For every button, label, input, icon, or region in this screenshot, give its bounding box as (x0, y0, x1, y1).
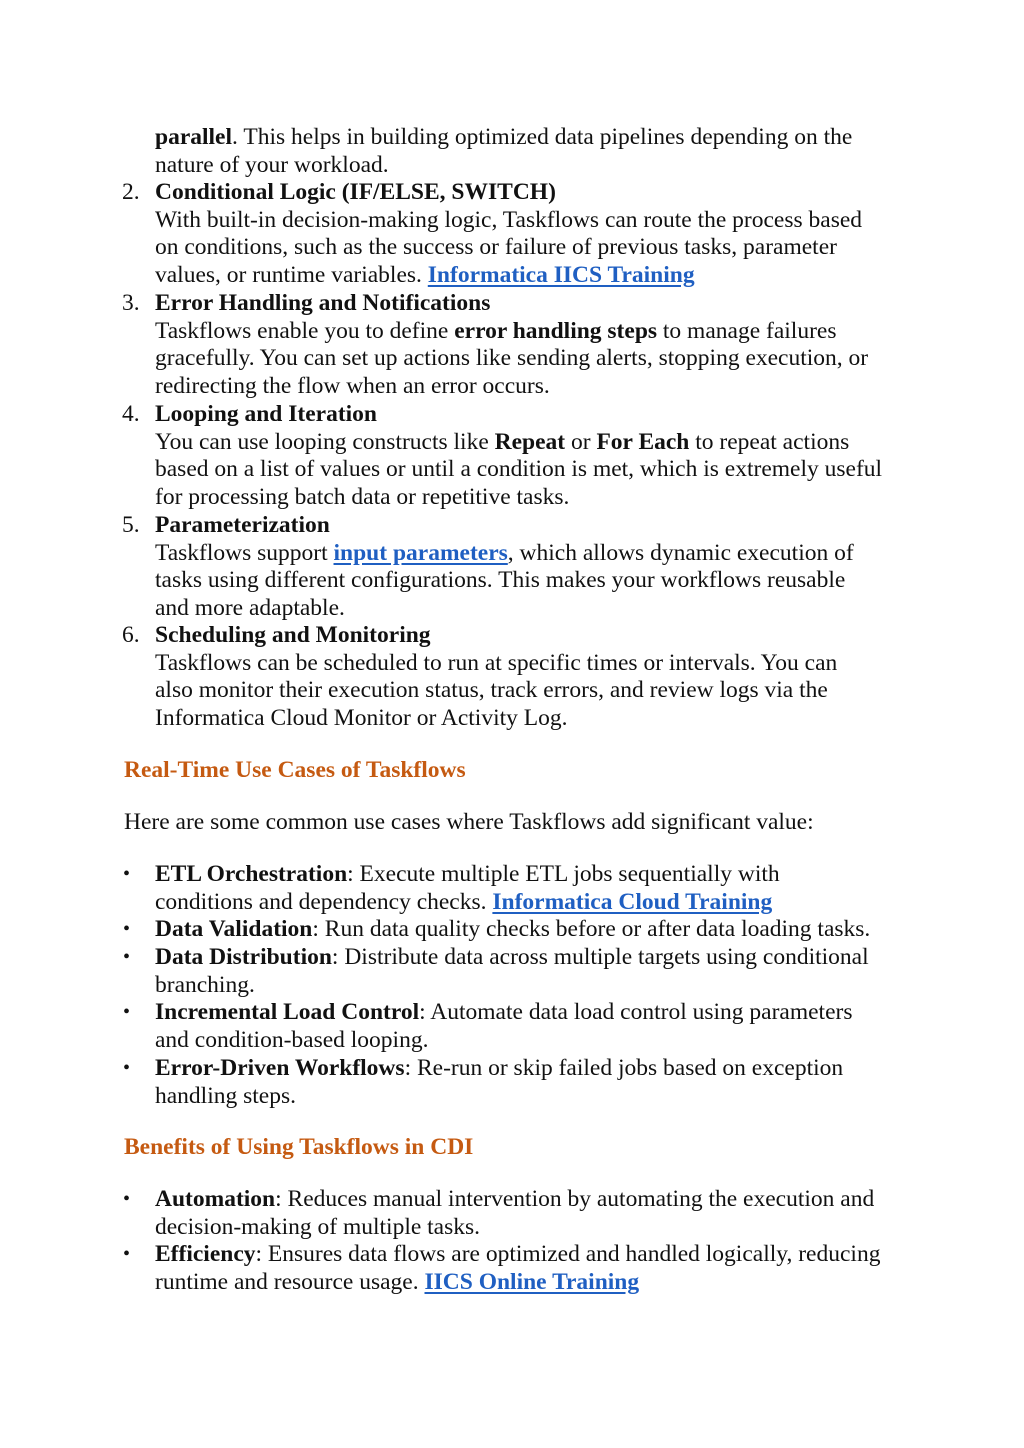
list-item-text-line (155, 944, 915, 972)
item-1-text-a: . This helps in building optimized data pipelines depending on the (232, 124, 853, 150)
list-item-title: Error Handling and Notifications (155, 290, 491, 316)
list-item-text-line (155, 262, 915, 290)
item-1-bold-term: parallel (155, 124, 233, 150)
informatica-iics-training-link[interactable]: Informatica IICS Training (427, 262, 695, 289)
list-item-bold-term: Error-Driven Workflows (155, 1055, 405, 1081)
list-item-title: Parameterization (155, 512, 330, 538)
list-marker: 4. (122, 401, 140, 427)
list-item-text: : Ensures data flows are optimized and handled logically, reducing (255, 1241, 881, 1267)
list-item-text-line (155, 1186, 915, 1214)
list-item-text: : Reduces manual intervention by automating the execution and (275, 1186, 875, 1212)
list-item-bold-term: error handling steps (454, 317, 658, 344)
list-item-text: Taskflows support (155, 539, 334, 566)
list-marker: 2. (122, 179, 140, 205)
bullet-marker: • (123, 918, 131, 940)
list-item-text: runtime and resource usage. (155, 1268, 425, 1295)
list-item-text-line (155, 1055, 915, 1083)
list-item-text-line (155, 540, 915, 568)
list-marker: 3. (122, 290, 140, 316)
list-item-text-line: tasks using different configurations. This makes your workflows reusable (155, 567, 846, 594)
informatica-cloud-training-link[interactable]: Informatica Cloud Training (492, 888, 773, 915)
list-item-text: or (565, 428, 597, 455)
list-item-6 (122, 622, 915, 733)
list-item-text-line (155, 861, 915, 889)
bullet-marker: • (123, 1001, 131, 1023)
list-item-3 (122, 290, 915, 401)
use-case-item-etl (123, 861, 915, 916)
list-item-text: , which allows dynamic execution of (507, 539, 854, 566)
list-item-text-line: gracefully. You can set up actions like sending alerts, stopping execution, or (155, 345, 869, 372)
use-cases-intro: Here are some common use cases where Taskflows add significant value: (124, 809, 814, 835)
list-item-bold-term: Data Distribution (155, 944, 332, 970)
list-item-5 (122, 512, 915, 623)
list-item-text: conditions and dependency checks. (155, 888, 493, 915)
list-item-text: : Automate data load control using parameters (419, 999, 853, 1025)
list-item-text-line (155, 889, 915, 917)
list-item-text-line: based on a list of values or until a condition is met, which is extremely useful (155, 456, 883, 483)
list-item-bold-term: Efficiency (155, 1241, 256, 1267)
bullet-marker: • (123, 1243, 131, 1265)
list-item-text: Taskflows enable you to define (155, 317, 455, 344)
list-item-title: Scheduling and Monitoring (155, 622, 431, 648)
bullet-marker: • (123, 1057, 131, 1079)
list-item-bold-term: Data Validation (155, 916, 313, 942)
list-item-text-line: on conditions, such as the success or failure of previous tasks, parameter (155, 234, 837, 261)
list-item-4 (122, 401, 915, 512)
list-item-text: : Distribute data across multiple targets using conditional (331, 944, 869, 970)
bullet-marker: • (123, 863, 131, 885)
list-item-text: : Re-run or skip failed jobs based on exception (404, 1055, 844, 1081)
list-item-text: values, or runtime variables. (155, 262, 422, 289)
list-item-text-line: and more adaptable. (155, 595, 345, 622)
list-item-2 (122, 179, 915, 290)
list-marker: 5. (122, 512, 140, 538)
list-item-bold-term: ETL Orchestration (155, 861, 348, 887)
use-case-item-error-driven (123, 1055, 915, 1110)
list-item-text: : Run data quality checks before or after data loading tasks. (312, 916, 871, 942)
list-item-text-line: branching. (155, 971, 255, 998)
use-case-item-validation (123, 916, 915, 944)
list-item-text-line: Informatica Cloud Monitor or Activity Log. (155, 705, 568, 732)
list-marker: 6. (122, 622, 140, 648)
use-case-item-incremental (123, 999, 915, 1054)
list-item-text-line: handling steps. (155, 1082, 296, 1109)
bullet-marker: • (123, 946, 131, 968)
list-item-text-line: Taskflows can be scheduled to run at specific times or intervals. You can (155, 649, 838, 676)
list-item-text-line: redirecting the flow when an error occurs. (155, 373, 550, 400)
list-item-text-line: decision-making of multiple tasks. (155, 1213, 481, 1240)
list-item-title: Looping and Iteration (155, 401, 377, 427)
list-item-text-line: also monitor their execution status, track errors, and review logs via the (155, 677, 828, 704)
iics-online-training-link[interactable]: IICS Online Training (424, 1268, 640, 1295)
benefits-heading: Benefits of Using Taskflows in CDI (124, 1134, 474, 1160)
list-item-text-line (155, 429, 915, 457)
list-item-text: : Execute multiple ETL jobs sequentially with (347, 861, 780, 887)
list-item-text-line (155, 916, 915, 944)
use-cases-heading: Real-Time Use Cases of Taskflows (124, 757, 466, 783)
bullet-marker: • (123, 1188, 131, 1210)
list-item-text: to manage failures (657, 317, 837, 344)
list-item-text: You can use looping constructs like (155, 428, 495, 455)
list-item-text-line (155, 1241, 915, 1269)
list-item-bold-term: Repeat (494, 428, 566, 455)
benefit-item-automation (123, 1186, 915, 1241)
input-parameters-link[interactable]: input parameters (333, 539, 508, 566)
list-item-text-line: and condition-based looping. (155, 1026, 429, 1053)
list-item-text-line (155, 318, 915, 346)
list-item-text-line (155, 999, 915, 1027)
list-item-bold-term: Incremental Load Control (155, 999, 420, 1025)
list-item-bold-term: For Each (596, 428, 690, 455)
list-item-text-line (155, 1269, 915, 1297)
use-case-item-distribution (123, 944, 915, 999)
list-item-title: Conditional Logic (IF/ELSE, SWITCH) (155, 179, 556, 205)
list-item-bold-term: Automation (155, 1186, 276, 1212)
list-item-1-continuation (155, 124, 915, 179)
benefit-item-efficiency (123, 1241, 915, 1296)
list-item-text-line: With built-in decision-making logic, Taskflows can route the process based (155, 206, 863, 233)
list-item-text-line: for processing batch data or repetitive tasks. (155, 484, 570, 511)
item-1-line-1 (155, 124, 915, 152)
item-1-line-2: nature of your workload. (155, 151, 389, 178)
list-item-text: to repeat actions (689, 428, 850, 455)
